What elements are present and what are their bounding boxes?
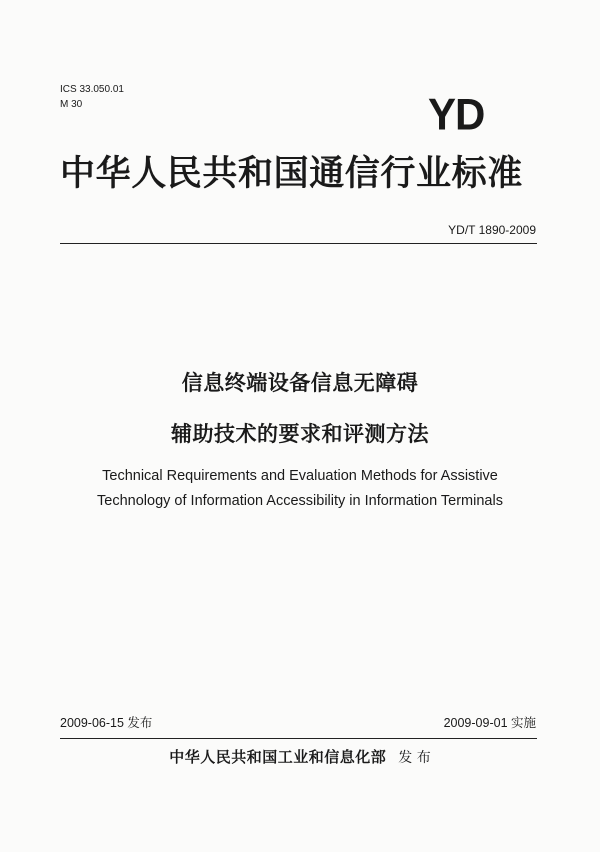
implementation-date: 2009-09-01 实施 [443,716,536,730]
chinese-title-line-1: 信息终端设备信息无障碍 [181,371,419,395]
issue-date: 2009-06-15 发布 [60,716,153,730]
issuer-label: 发 布 [398,750,431,766]
standard-number: YD/T 1890-2009 [448,223,536,237]
ics-code: ICS 33.050.01 [60,84,124,95]
english-title-line-2: Technology of Information Accessibility in Information Terminals [97,493,503,509]
chinese-title-line-2: 辅助技术的要求和评测方法 [171,422,429,446]
issuer-line [0,747,600,768]
english-title-line-1: Technical Requirements and Evaluation Methods for Assistive [102,468,498,484]
ccs-code: M 30 [60,99,83,110]
footer-divider [60,738,537,739]
standard-title: 中华人民共和国通信行业标准 [60,154,523,194]
yd-logo: YD [428,89,485,140]
header-divider [60,243,537,244]
issuer-organization: 中华人民共和国工业和信息化部 [169,748,387,766]
